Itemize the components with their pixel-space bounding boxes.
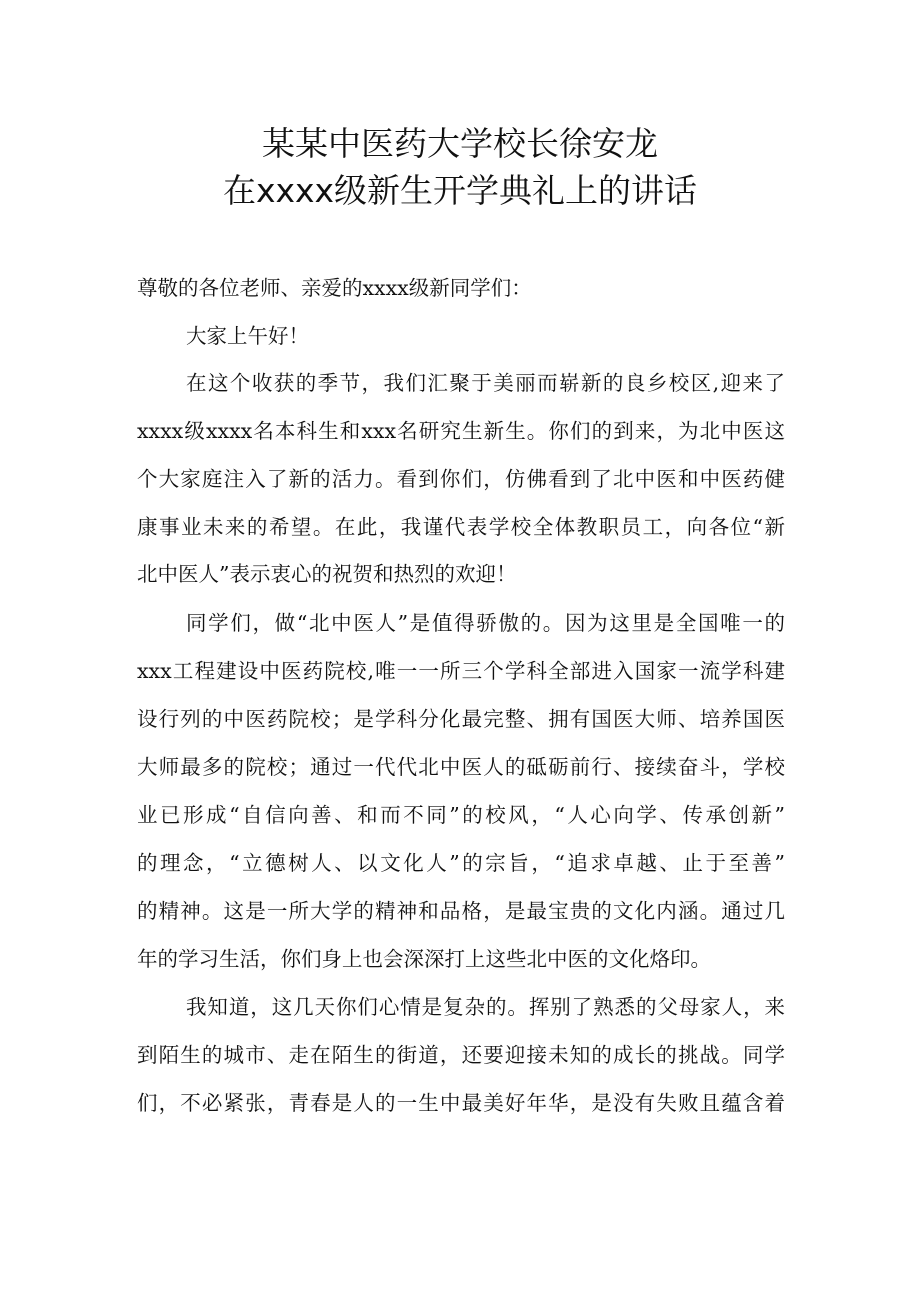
- body-line: 到陌生的城市、走在陌生的街道，还要迎接未知的成长的挑战。同学: [137, 1043, 785, 1067]
- body-line: 康事业未来的希望。在此，我谨代表学校全体教职员工，向各位“新: [137, 515, 785, 539]
- body-line: 年的学习生活，你们身上也会深深打上这些北中医的文化烙印。: [137, 947, 711, 971]
- body-line: 的精神。这是一所大学的精神和品格，是最宝贵的文化内涵。通过几: [137, 899, 785, 923]
- body-line: 我知道，这几天你们心情是复杂的。挥别了熟悉的父母家人，来: [186, 995, 785, 1019]
- body-line: 北中医人”表示衷心的祝贺和热烈的欢迎！: [137, 562, 517, 586]
- body-line: 在这个收获的季节，我们汇聚于美丽而崭新的良乡校区,迎来了: [186, 371, 785, 395]
- greeting: 大家上午好！: [186, 324, 309, 348]
- body-line: 的理念，“立德树人、以文化人”的宗旨，“追求卓越、止于至善”: [137, 851, 785, 875]
- title-line-1: 某某中医药大学校长徐安龙: [262, 124, 658, 163]
- title-line-2: 在xxxx级新生开学典礼上的讲话: [222, 171, 698, 210]
- body-line: 大师最多的院校；通过一代代北中医人的砥砺前行、接续奋斗，学校: [137, 755, 785, 779]
- body-line: 业已形成“自信向善、和而不同”的校风，“人心向学、传承创新”: [137, 803, 785, 827]
- body-line: xxxx级xxxx名本科生和xxx名研究生新生。你们的到来，为北中医这: [137, 419, 785, 443]
- body-line: 设行列的中医药院校；是学科分化最完整、拥有国医大师、培养国医: [137, 707, 785, 731]
- salutation: 尊敬的各位老师、亲爱的xxxx级新同学们：: [137, 276, 532, 300]
- body-line: xxx工程建设中医药院校,唯一一所三个学科全部进入国家一流学科建: [137, 659, 785, 683]
- body-line: 个大家庭注入了新的活力。看到你们，仿佛看到了北中医和中医药健: [137, 467, 785, 491]
- body-line: 们，不必紧张，青春是人的一生中最美好年华，是没有失败且蕴含着: [137, 1091, 785, 1115]
- body-line: 同学们，做“北中医人”是值得骄傲的。因为这里是全国唯一的: [186, 611, 785, 635]
